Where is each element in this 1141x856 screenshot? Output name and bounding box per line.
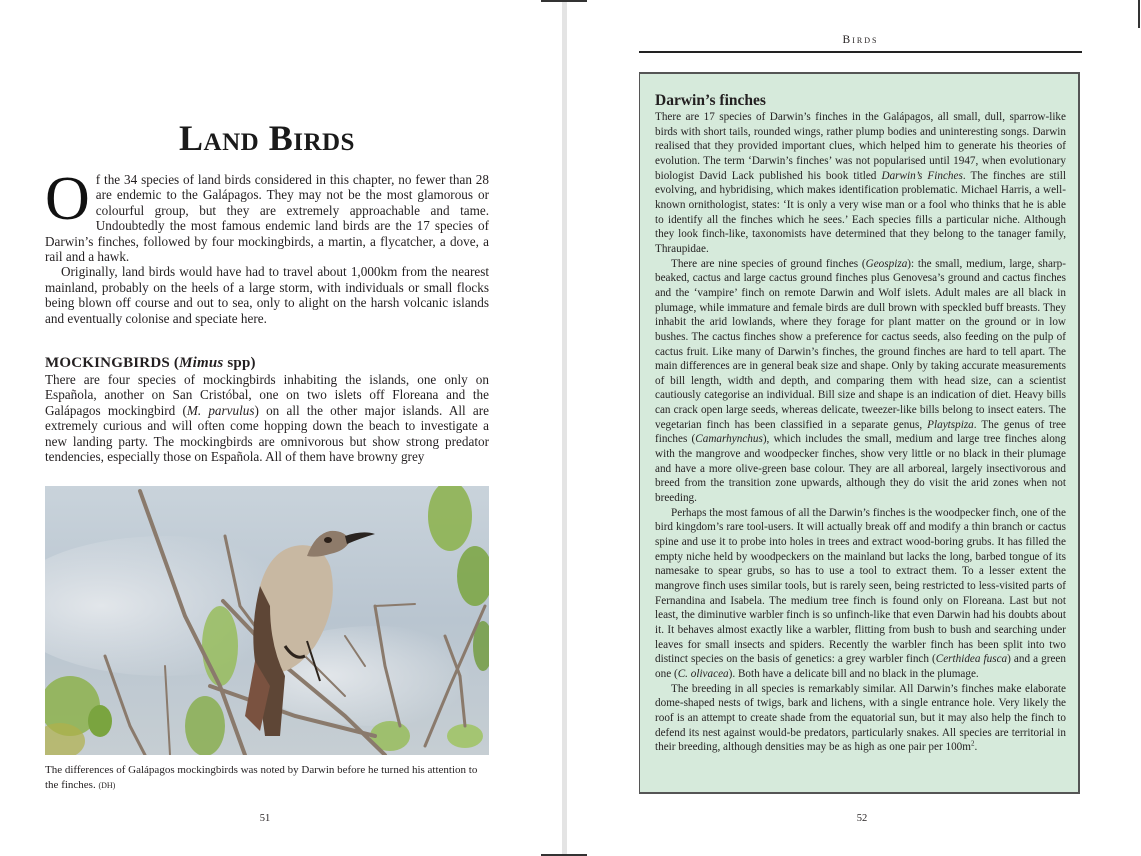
mockingbirds-section <box>45 355 489 464</box>
section-heading-mockingbirds: MOCKINGBIRDS (Mimus spp) <box>45 355 256 371</box>
photo-caption: The differences of Galápagos mockingbirds was noted by Darwin before he turned his attention to the finches. (DH) <box>45 764 478 791</box>
page-number-right: 52 <box>856 813 868 824</box>
book-gutter <box>562 0 567 856</box>
drop-cap: O <box>45 165 90 233</box>
header-rule <box>639 51 1082 53</box>
sidebar-paragraph-4: The breeding in all species is remarkably similar. All Darwin’s finches make elaborate dome-shaped nests of twigs, bark and lichens, with a single entrance hole. Very likely the roof is an attempt to create shade from the equatorial sun, but it may also help the finch to defend its nest against would-be predators, particularly snakes. All species are territorial in their breeding, although densities may be as high as one pair per $100m^2$. <box>655 682 1066 754</box>
mockingbirds-paragraph: There are four species of mockingbirds inhabiting the islands, one only on Española, another on San Cristóbal, one on two islets off Floreana and the Galápagos mockingbird (M. parvulus) on all the other major islands. All are extremely curious and will often come hopping down the beach to investigate a new landing party. The mockingbirds are omnivorous but show strong predator tendencies, especially those on Española. All of them have browny grey <box>45 372 489 465</box>
page-edge-mark <box>1138 0 1140 28</box>
chapter-title: Land Birds <box>179 118 355 159</box>
intro-paragraph-2: Originally, land birds would have had to travel about 1,000km from the nearest mainland, probably on the heels of a large storm, with individuals or small flocks being blown off course and out to sea, only to alight on the harsh volcanic islands and eventually colonise and speciate here. <box>45 264 489 326</box>
mockingbird-photo <box>45 486 489 755</box>
mockingbird-illustration <box>45 486 489 755</box>
sidebar-box-darwins-finches <box>639 72 1080 794</box>
running-head: Birds <box>842 34 879 46</box>
sidebar-paragraph-2: There are nine species of ground finches (Geospiza): the small, medium, large, sharp-beaked, cactus and large cactus ground finches plus Genovesa’s ground and cactus finches and the ‘vampire’ finch on remote Darwin and Wolf islets. Adult males are all black in plumage, while immature and female birds are dull brown with speckled buff breasts. They inhabit the arid lowlands, where they forage for plant matter on the ground or in low bushes. The cactus finches show a preference for cactus seeds, also feeding on the pulp of cactus fruit. Like many of Darwin’s finches, the ground finches are hard to tell apart. The main differences are in general beak size and shape. Only by taking accurate measurements of bill length, width and depth, and comparing them with head size, can a scientist cautiously categorise an individual. Bill size and shape is an indication of diet. Heavy bills can crack open large seeds, whereas delicate, tweezer-like bills belong to insect eaters. The vegetarian finch has been classified in a separate genus, Playtspiza. The genus of tree finches (Camarhynchus), which includes the small, medium and large tree finches along with the mangrove and woodpecker finches, show very little or no black in their plumage and have a more olive-green base colour. They are all arboreal, largely insectivorous and breed from the transition zone upwards, although they do visit the arid zones when not breeding. <box>655 257 1066 505</box>
sidebar-paragraph-3: Perhaps the most famous of all the Darwin’s finches is the woodpecker finch, one of the bird kingdom’s rare tool-users. It will actually break off and modify a thin branch or cactus spine and use it to probe into holes in trees and extract wood-boring grubs. It has filled the empty niche held by woodpeckers on the mainland but lacks the long, barbed tongue of its namesake to spear grubs, so has to use a tool to extract them. To a lesser extent the mangrove finch uses similar tools, but is rarely seen, being restricted to less-visited parts of Fernandina and Isabela. The medium tree finch is found only on Floreana. Last but not least, the diminutive warbler finch is so unfinch-like that even Darwin had his doubts about it. It behaves almost exactly like a warbler, flitting from bush to bush and searching under leaves for small insects and spiders. Recently the warbler finch has been split into two distinct species on the basis of genetics: a grey warbler finch (Certhidea fusca) and a green one (C. olivacea). Both have a delicate bill and no black in the plumage. <box>655 506 1066 680</box>
left-page <box>0 0 562 856</box>
photo-credit: (DH) <box>98 781 116 790</box>
sidebar-paragraph-1: There are 17 species of Darwin’s finches in the Galápagos, all small, dull, sparrow-like birds with short tails, rounded wings, rather plump bodies and uninteresting songs. Darwin realised that they provided important clues, which helped him to generate his theories of evolution. The term ‘Darwin’s finches’ was not popularised until 1947, when evolutionary biologist David Lack published his book titled Darwin’s Finches. The finches are still evolving, and hybridising, which makes identification problematic. Michael Harris, a well-known ornithologist, states: ‘It is only a very wise man or a fool who thinks that he is able to identify all the finches which he sees.’ Each species fills a particular niche. Although they look finch-like, taxonomists have determined that they belong to the tanager family, Thraupidae. <box>655 111 1066 255</box>
sidebar-title: Darwin’s finches <box>655 92 766 109</box>
page-number-left: 51 <box>259 813 271 824</box>
gutter-mark-top <box>541 0 587 2</box>
sidebar-content <box>655 92 1066 755</box>
intro-text <box>45 165 489 326</box>
intro-paragraph-1: Of the 34 species of land birds considered in this chapter, no fewer than 28 are endemic to the Galápagos. They may not be the most glamorous or colourful group, but they are extremely approachable and tame. Undoubtedly the most famous endemic land birds are the 17 species of Darwin’s finches, followed by four mockingbirds, a martin, a flycatcher, a dove, a rail and a hawk. <box>45 165 489 265</box>
